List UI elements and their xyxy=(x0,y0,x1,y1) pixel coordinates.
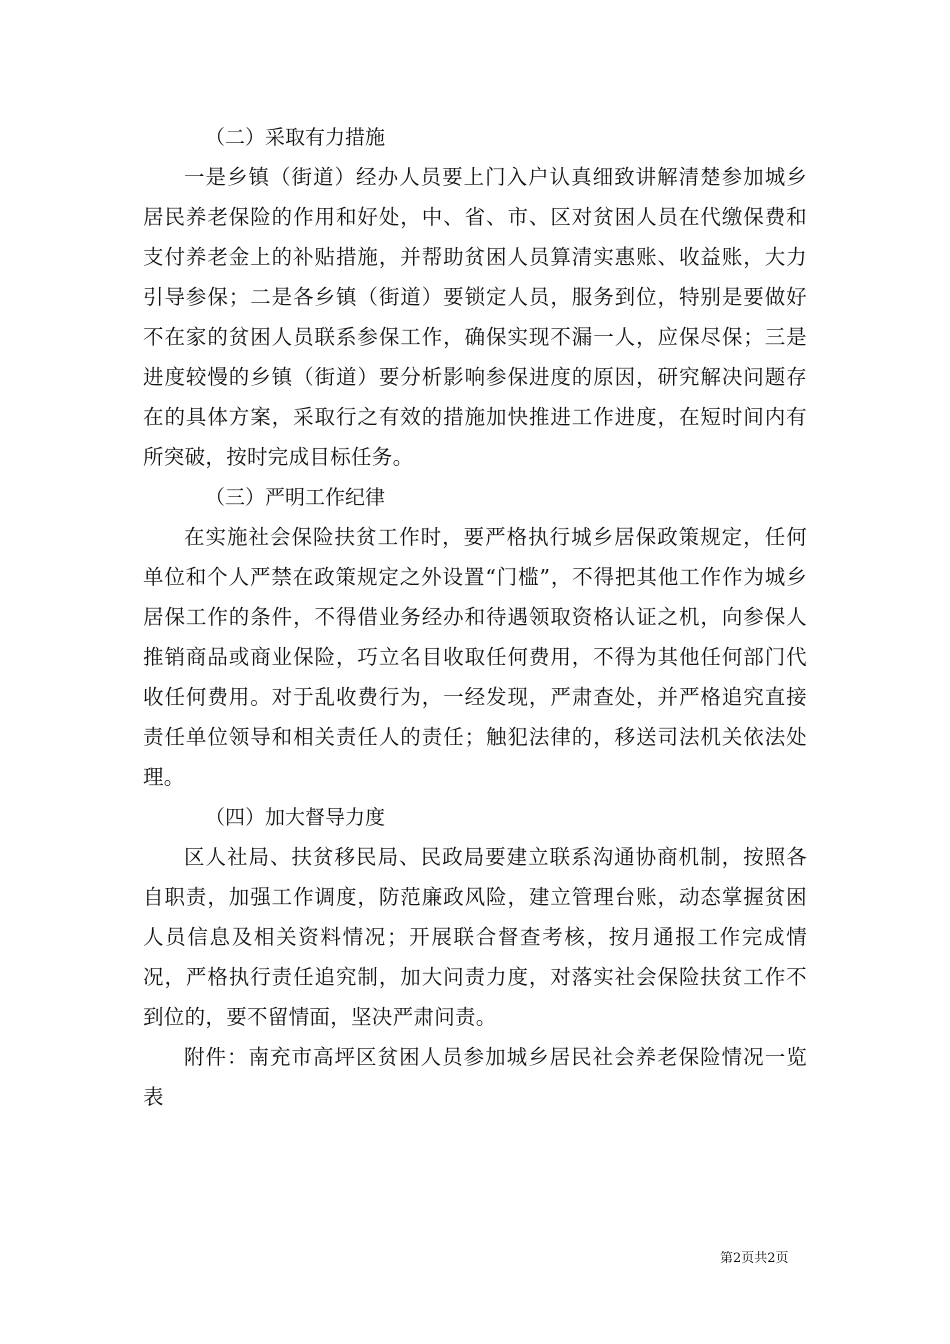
page-number-footer: 第2页共2页 xyxy=(720,1251,789,1266)
section-supervision xyxy=(143,797,807,1117)
section-heading-discipline: （三）严明工作纪律 xyxy=(205,485,385,509)
section-measures xyxy=(143,117,807,477)
section-heading-measures: （二）采取有力措施 xyxy=(205,125,385,149)
paragraph-discipline: 在实施社会保险扶贫工作时，要严格执行城乡居保政策规定，任何单位和个人严禁在政策规定之外设置“门槛”，不得把其他工作作为城乡居保工作的条件，不得借业务经办和待遇领取资格认证之机，向参保人推销商品或商业保险，巧立名目收取任何费用，不得为其他任何部门代收任何费用。对于乱收费行为，一经发现，严肃查处，并严格追究直接责任单位领导和相关责任人的责任；触犯法律的，移送司法机关依法处理。 xyxy=(143,525,807,789)
section-heading-supervision: （四）加大督导力度 xyxy=(205,805,385,829)
paragraph-measures: 一是乡镇（街道）经办人员要上门入户认真细致讲解清楚参加城乡居民养老保险的作用和好处，中、省、市、区对贫困人员在代缴保费和支付养老金上的补贴措施，并帮助贫困人员算清实惠账、收益账，大力引导参保；二是各乡镇（街道）要锁定人员，服务到位，特别是要做好不在家的贫困人员联系参保工作，确保实现不漏一人，应保尽保；三是进度较慢的乡镇（街道）要分析影响参保进度的原因，研究解决问题存在的具体方案，采取行之有效的措施加快推进工作进度，在短时间内有所突破，按时完成目标任务。 xyxy=(143,165,807,469)
document-body xyxy=(143,117,807,1117)
paragraph-supervision: 区人社局、扶贫移民局、民政局要建立联系沟通协商机制，按照各自职责，加强工作调度，防范廉政风险，建立管理台账，动态掌握贫困人员信息及相关资料情况；开展联合督查考核，按月通报工作完成情况，严格执行责任追究制，加大问责力度，对落实社会保险扶贫工作不到位的，要不留情面，坚决严肃问责。 xyxy=(143,845,807,1029)
paragraph-attachment: 附件：南充市高坪区贫困人员参加城乡居民社会养老保险情况一览表 xyxy=(143,1045,807,1109)
section-discipline xyxy=(143,477,807,797)
